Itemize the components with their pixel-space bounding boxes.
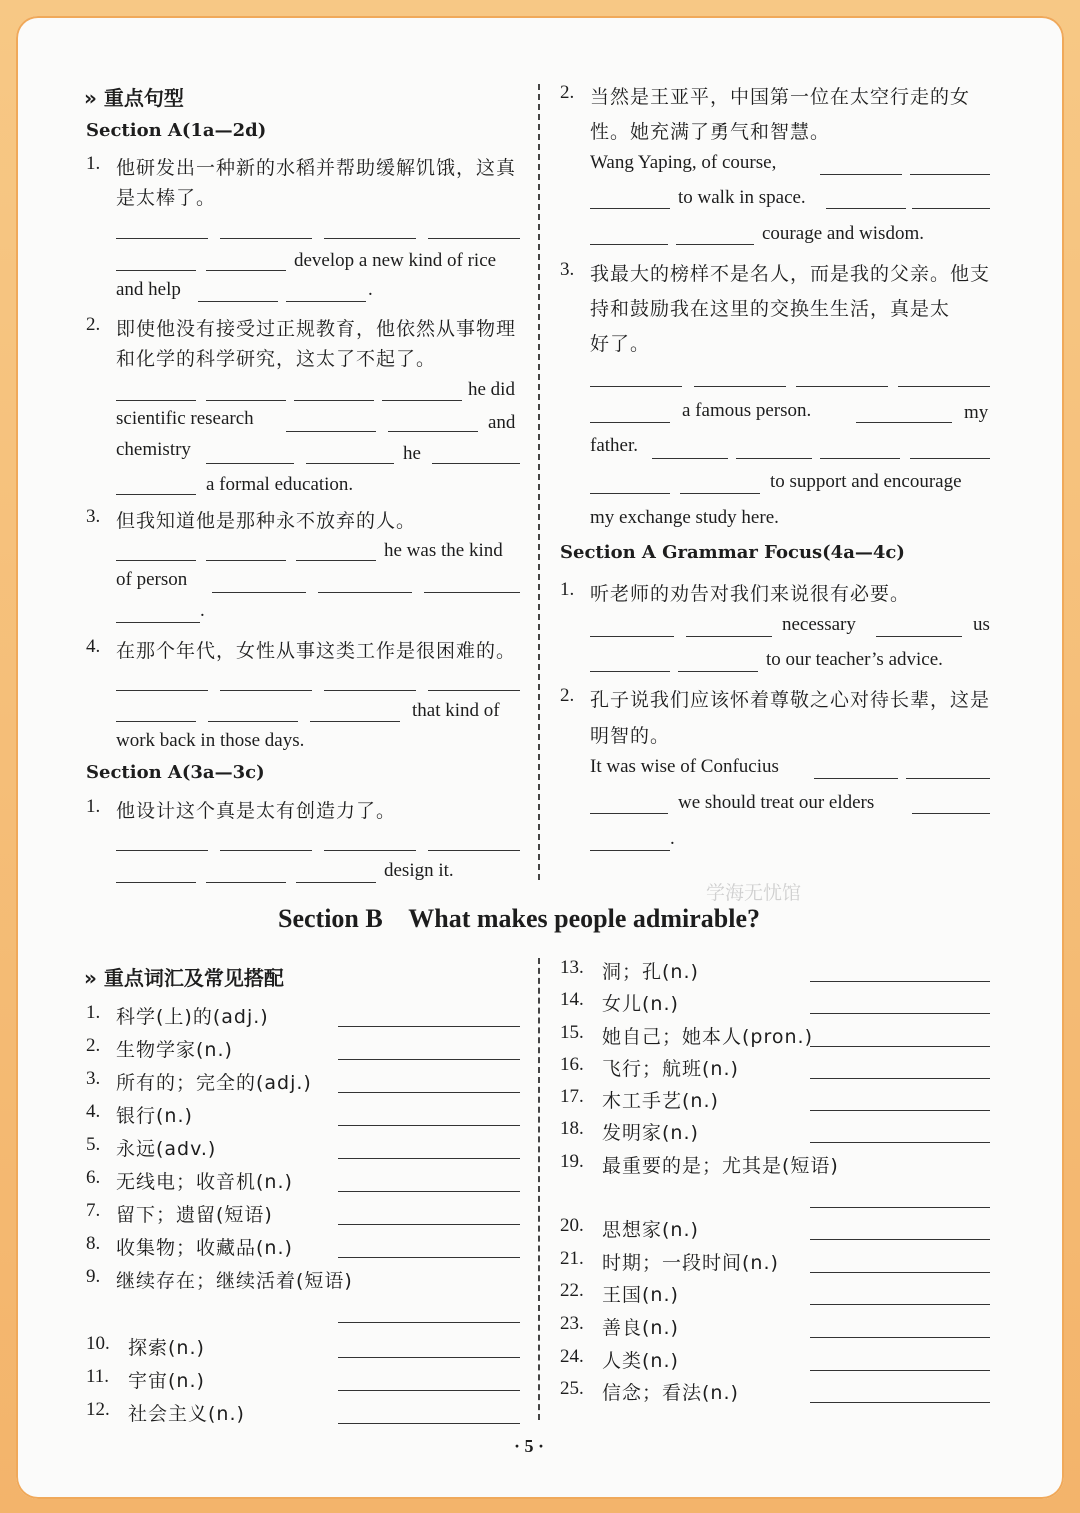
vocab-item-text: 飞行；航班(n.) [602,1058,739,1080]
answer-blank[interactable] [306,463,394,464]
answer-blank[interactable] [294,400,374,401]
question-number: 1. [86,796,101,817]
question-number: 2. [86,314,101,335]
answer-blank[interactable] [428,238,520,239]
answer-blank[interactable] [206,560,286,561]
answer-blank[interactable] [590,850,670,851]
answer-blank[interactable] [310,721,400,722]
question-chinese: 即使他没有接受过正规教育，他依然从事物理 [116,318,517,340]
answer-blank[interactable] [906,778,990,779]
answer-blank[interactable] [590,422,670,423]
vocab-answer-blank[interactable] [338,1092,520,1093]
vocab-answer-blank[interactable] [810,1304,990,1305]
vocab-answer-blank[interactable] [810,1207,990,1208]
sentence-text: my [964,402,989,423]
question-number: 4. [86,636,101,657]
sentence-period: . [368,279,373,300]
vocab-number: 12. [86,1399,110,1420]
vocab-item-text: 女儿(n.) [602,993,679,1015]
sentence-text: he [403,443,421,464]
vocab-answer-blank[interactable] [338,1322,520,1323]
section-b-title: Section B What makes people admirable? [278,904,760,933]
vocab-answer-blank[interactable] [810,1078,990,1079]
vocab-number: 11. [86,1366,110,1387]
answer-blank[interactable] [116,400,196,401]
vocab-number: 18. [560,1118,584,1139]
vocab-number: 1. [86,1002,101,1023]
vocab-number: 13. [560,957,584,978]
vocab-number: 7. [86,1200,101,1221]
vocab-number: 9. [86,1266,101,1287]
question-chinese: 性。她充满了勇气和智慧。 [590,121,831,143]
sentence-text: Wang Yaping, of course, [590,152,777,173]
vocab-heading: » 重点词汇及常见搭配 [84,966,284,990]
question-number: 2. [560,685,575,706]
watermark-text: 学海无忧馆 [706,882,802,904]
question-number: 1. [560,579,575,600]
vocab-answer-blank[interactable] [810,1110,990,1111]
answer-blank[interactable] [116,238,208,239]
vocab-answer-blank[interactable] [810,981,990,982]
vocab-item-text: 银行(n.) [116,1105,193,1127]
vocab-answer-blank[interactable] [810,1402,990,1403]
vocab-item-text: 留下；遗留(短语) [116,1204,273,1226]
page-number: · 5 · [514,1436,545,1456]
answer-blank[interactable] [432,463,520,464]
answer-blank[interactable] [296,882,376,883]
vocab-answer-blank[interactable] [810,1337,990,1338]
vocab-item-text: 继续存在；继续活着(短语) [116,1270,353,1292]
answer-blank[interactable] [694,386,786,387]
vocab-item-text: 永远(adv.) [116,1138,217,1160]
column-divider [538,84,540,880]
answer-blank[interactable] [198,301,278,302]
vocab-answer-blank[interactable] [338,1423,520,1424]
answer-blank[interactable] [856,422,952,423]
sentence-period: . [200,600,205,621]
vocab-number: 14. [560,989,584,1010]
question-number: 1. [86,153,101,174]
answer-blank[interactable] [220,238,312,239]
question-number: 3. [560,259,575,280]
vocab-item-text: 所有的；完全的(adj.) [116,1072,312,1094]
vocab-answer-blank[interactable] [810,1239,990,1240]
answer-blank[interactable] [382,400,462,401]
vocab-number: 4. [86,1101,101,1122]
sentence-text: It was wise of Confucius [590,756,779,777]
answer-blank[interactable] [208,721,298,722]
answer-blank[interactable] [678,671,758,672]
answer-blank[interactable] [826,208,906,209]
sentence-text: we should treat our elders [678,792,875,813]
answer-blank[interactable] [590,386,682,387]
answer-blank[interactable] [680,493,760,494]
answer-blank[interactable] [318,592,412,593]
sentence-text: and [488,412,516,433]
vocab-item-text: 人类(n.) [602,1350,679,1372]
question-chinese: 他设计这个真是太有创造力了。 [116,800,397,822]
vocab-number: 10. [86,1333,110,1354]
section-a-3a-3c-title: Section A(3a—3c) [86,762,265,783]
answer-blank[interactable] [910,174,990,175]
vocab-answer-blank[interactable] [338,1125,520,1126]
vocab-number: 24. [560,1346,584,1367]
answer-blank[interactable] [820,174,902,175]
vocab-number: 20. [560,1215,584,1236]
vocab-number: 21. [560,1248,584,1269]
vocab-item-text: 她自己；她本人(pron.) [602,1026,813,1048]
vocab-item-text: 王国(n.) [602,1284,679,1306]
sentence-text: design it. [384,860,454,881]
sentence-text: he was the kind [384,540,503,561]
sentence-text: necessary [782,614,856,635]
answer-blank[interactable] [428,850,520,851]
answer-blank[interactable] [912,813,990,814]
answer-blank[interactable] [116,882,196,883]
section-a-grammar-title: Section A Grammar Focus(4a—4c) [560,542,905,563]
vocab-item-text: 发明家(n.) [602,1122,699,1144]
vocab-item-text: 生物学家(n.) [116,1039,233,1061]
vocab-answer-blank[interactable] [810,1142,990,1143]
sentence-text: a formal education. [206,474,354,495]
answer-blank[interactable] [590,813,668,814]
answer-blank[interactable] [814,778,898,779]
vocab-answer-blank[interactable] [810,1370,990,1371]
vocab-answer-blank[interactable] [338,1357,520,1358]
sentence-text: that kind of [412,700,500,721]
answer-blank[interactable] [590,636,674,637]
answer-blank[interactable] [590,671,670,672]
answer-blank[interactable] [428,690,520,691]
vocab-number: 19. [560,1151,584,1172]
answer-blank[interactable] [388,431,478,432]
question-chinese: 好了。 [590,333,651,355]
question-chinese: 和化学的科学研究，这太了不起了。 [116,348,437,370]
vocab-answer-blank[interactable] [338,1257,520,1258]
vocab-item-text: 探索(n.) [128,1337,205,1359]
answer-blank[interactable] [220,850,312,851]
worksheet-page [16,16,1064,1499]
vocab-answer-blank[interactable] [338,1059,520,1060]
answer-blank[interactable] [324,690,416,691]
vocab-number: 22. [560,1280,584,1301]
section-a-1a-2d-title: Section A(1a—2d) [86,120,267,141]
sentence-text: my exchange study here. [590,507,779,528]
answer-blank[interactable] [590,244,668,245]
answer-blank[interactable] [910,458,990,459]
question-chinese: 孔子说我们应该怀着尊敬之心对待长辈，这是 [590,689,991,711]
answer-blank[interactable] [116,721,196,722]
vocab-item-text: 最重要的是；尤其是(短语) [602,1155,839,1177]
question-number: 2. [560,82,575,103]
sentence-text: father. [590,435,639,456]
vocab-item-text: 无线电；收音机(n.) [116,1171,293,1193]
vocab-item-text: 社会主义(n.) [128,1403,245,1425]
answer-blank[interactable] [820,458,900,459]
sentence-text: he did [468,379,515,400]
question-chinese: 我最大的榜样不是名人，而是我的父亲。他支 [590,263,991,285]
question-chinese: 当然是王亚平，中国第一位在太空行走的女 [590,86,971,108]
question-chinese: 在那个年代，女性从事这类工作是很困难的。 [116,640,517,662]
answer-blank[interactable] [736,458,812,459]
vocab-answer-blank[interactable] [810,1013,990,1014]
question-chinese: 持和鼓励我在这里的交换生生活，真是太 [590,298,951,320]
answer-blank[interactable] [898,386,990,387]
vocab-item-text: 信念；看法(n.) [602,1382,739,1404]
sentence-text: develop a new kind of rice [294,250,497,271]
answer-blank[interactable] [206,882,286,883]
answer-blank[interactable] [876,636,962,637]
sentence-text: to our teacher’s advice. [766,649,943,670]
question-number: 3. [86,506,101,527]
answer-blank[interactable] [220,690,312,691]
answer-blank[interactable] [424,592,520,593]
sentence-text: a famous person. [682,400,812,421]
sentence-text: of person [116,569,188,590]
vocab-item-text: 思想家(n.) [602,1219,699,1241]
vocab-number: 23. [560,1313,584,1334]
answer-blank[interactable] [116,494,196,495]
answer-blank[interactable] [286,301,366,302]
vocab-item-text: 善良(n.) [602,1317,679,1339]
vocab-answer-blank[interactable] [338,1191,520,1192]
sentence-text: and help [116,279,181,300]
vocab-number: 5. [86,1134,101,1155]
sentence-text: work back in those days. [116,730,305,751]
vocab-item-text: 时期；一段时间(n.) [602,1252,779,1274]
answer-blank[interactable] [206,270,286,271]
answer-blank[interactable] [796,386,888,387]
sentence-text: chemistry [116,439,191,460]
question-chinese: 他研发出一种新的水稻并帮助缓解饥饿，这真 [116,157,517,179]
answer-blank[interactable] [286,431,376,432]
sentence-text: scientific research [116,408,254,429]
answer-blank[interactable] [686,636,772,637]
vocab-number: 3. [86,1068,101,1089]
question-chinese: 但我知道他是那种永不放弃的人。 [116,510,417,532]
vocab-item-text: 木工手艺(n.) [602,1090,719,1112]
answer-blank[interactable] [206,463,294,464]
answer-blank[interactable] [116,560,196,561]
vocab-item-text: 洞；孔(n.) [602,961,699,983]
answer-blank[interactable] [324,850,416,851]
vocab-item-text: 科学(上)的(adj.) [116,1006,269,1028]
vocab-number: 2. [86,1035,101,1056]
vocab-answer-blank[interactable] [338,1158,520,1159]
answer-blank[interactable] [590,493,670,494]
key-sentences-heading: » 重点句型 [84,86,184,110]
vocab-answer-blank[interactable] [338,1224,520,1225]
answer-blank[interactable] [212,592,306,593]
vocab-answer-blank[interactable] [810,1046,990,1047]
sentence-text: courage and wisdom. [762,223,924,244]
vocab-answer-blank[interactable] [338,1026,520,1027]
vocab-number: 6. [86,1167,101,1188]
answer-blank[interactable] [116,622,200,623]
answer-blank[interactable] [116,850,208,851]
sentence-period: . [670,828,675,849]
answer-blank[interactable] [324,238,416,239]
vocab-number: 16. [560,1054,584,1075]
question-chinese: 明智的。 [590,725,671,747]
answer-blank[interactable] [116,690,208,691]
vocab-number: 15. [560,1022,584,1043]
vocab-number: 25. [560,1378,584,1399]
answer-blank[interactable] [206,400,286,401]
answer-blank[interactable] [652,458,728,459]
answer-blank[interactable] [912,208,990,209]
vocab-number: 17. [560,1086,584,1107]
vocab-item-text: 宇宙(n.) [128,1370,205,1392]
vocab-number: 8. [86,1233,101,1254]
answer-blank[interactable] [116,270,196,271]
question-chinese: 是太棒了。 [116,187,217,209]
column-divider [538,958,540,1420]
answer-blank[interactable] [296,560,376,561]
vocab-answer-blank[interactable] [338,1390,520,1391]
answer-blank[interactable] [590,208,670,209]
vocab-answer-blank[interactable] [810,1272,990,1273]
sentence-text: to support and encourage [770,471,962,492]
answer-blank[interactable] [676,244,754,245]
sentence-text: to walk in space. [678,187,806,208]
sentence-text: us [973,614,990,635]
question-chinese: 听老师的劝告对我们来说很有必要。 [590,583,911,605]
vocab-item-text: 收集物；收藏品(n.) [116,1237,293,1259]
